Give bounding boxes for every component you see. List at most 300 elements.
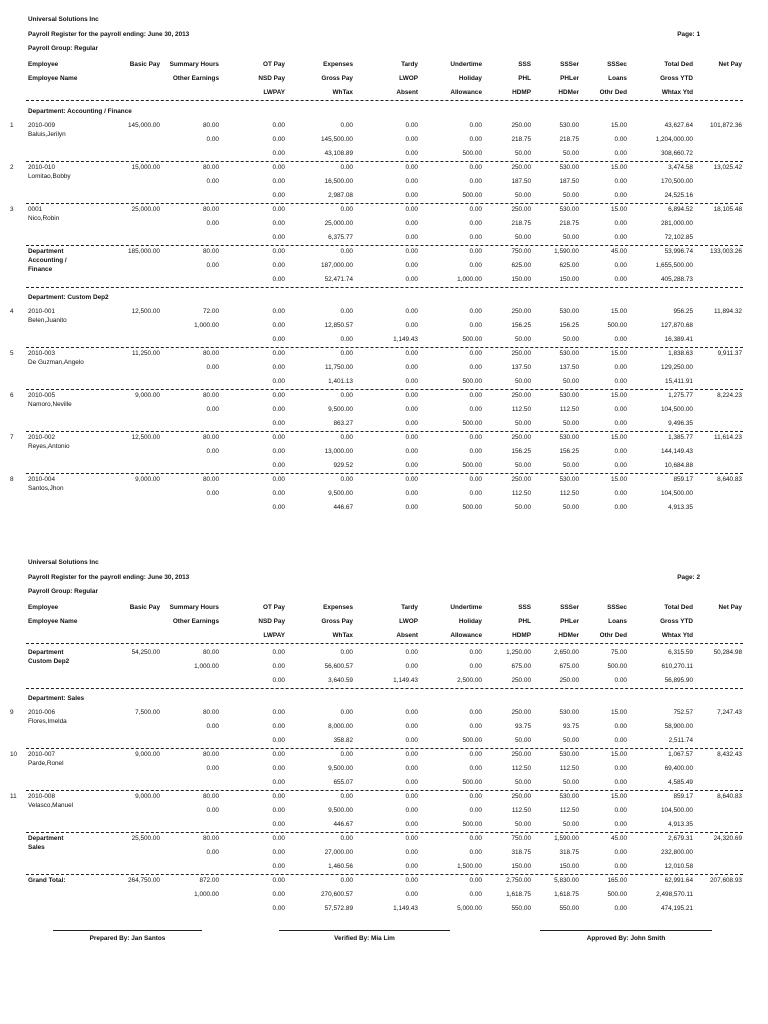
cell-value: 187,000.00: [321, 262, 353, 269]
cell-value: 0.00: [272, 248, 285, 255]
department-heading: Department: Custom Dep2: [28, 294, 109, 301]
cell-value: 80.00: [203, 392, 219, 399]
cell-value: 0.00: [614, 192, 627, 199]
column-header: Employee Name: [28, 75, 78, 82]
cell-value: 52,471.74: [324, 276, 353, 283]
cell-value: 0.00: [272, 779, 285, 786]
cell-value: 50.00: [515, 150, 531, 157]
cell-value: 11,614.23: [714, 434, 742, 441]
column-header: HDMer: [558, 632, 579, 639]
cell-value: 112.50: [511, 490, 531, 497]
row-separator: [26, 287, 743, 288]
cell-value: 80.00: [203, 751, 219, 758]
cell-value: 5,830.00: [554, 877, 579, 884]
cell-value: 0.00: [272, 406, 285, 413]
cell-value: 1,401.13: [328, 378, 353, 385]
cell-value: 80.00: [203, 793, 219, 800]
cell-value: 50.00: [563, 150, 579, 157]
row-number: 5: [10, 350, 14, 357]
cell-value: 530.00: [559, 751, 579, 758]
employee-id: 2010-003: [28, 350, 56, 357]
cell-value: 1,385.77: [668, 434, 693, 441]
basic-pay: 11,250.00: [132, 350, 160, 357]
cell-value: 43,627.64: [664, 122, 693, 129]
cell-value: 0.00: [405, 122, 418, 129]
cell-value: 112.50: [511, 765, 531, 772]
cell-value: 0.00: [405, 649, 418, 656]
cell-value: 9,500.00: [328, 406, 353, 413]
cell-value: 1,500.00: [457, 863, 482, 870]
cell-value: 50.00: [515, 234, 531, 241]
employee-id: 0001: [28, 206, 43, 213]
company-name: Universal Solutions Inc: [28, 16, 99, 23]
column-header: Holiday: [458, 618, 482, 625]
cell-value: 530.00: [559, 793, 579, 800]
cell-value: 2,500.00: [457, 677, 482, 684]
cell-value: 7,247.43: [717, 709, 742, 716]
cell-value: 8,432.43: [717, 751, 742, 758]
cell-value: 0.00: [614, 364, 627, 371]
cell-value: 13,025.42: [713, 164, 742, 171]
cell-value: 3,640.59: [328, 677, 353, 684]
cell-value: 1,655,500.00: [655, 262, 693, 269]
cell-value: 0.00: [405, 849, 418, 856]
cell-value: 0.00: [206, 807, 219, 814]
cell-value: 0.00: [272, 336, 285, 343]
cell-value: 0.00: [272, 164, 285, 171]
cell-value: 50.00: [563, 192, 579, 199]
column-header: Total Ded: [664, 61, 693, 68]
cell-value: 80.00: [203, 206, 219, 213]
department-total-label: Custom Dep2: [28, 658, 70, 665]
cell-value: 0.00: [469, 723, 482, 730]
cell-value: 50.00: [515, 821, 531, 828]
column-header: Loans: [608, 618, 627, 625]
cell-value: 3,474.58: [668, 164, 693, 171]
column-header: Allowance: [450, 632, 482, 639]
cell-value: 1,838.63: [668, 350, 693, 357]
cell-value: 0.00: [340, 164, 353, 171]
cell-value: 6,894.52: [668, 206, 693, 213]
cell-value: 0.00: [405, 835, 418, 842]
cell-value: 0.00: [405, 434, 418, 441]
cell-value: 50.00: [563, 779, 579, 786]
department-total-label: Department: [28, 835, 64, 842]
column-header: Gross YTD: [660, 618, 693, 625]
cell-value: 530.00: [559, 709, 579, 716]
signature-line: [279, 930, 450, 931]
row-separator: [26, 347, 743, 348]
cell-value: 25,000.00: [324, 220, 353, 227]
cell-value: 15.00: [611, 308, 627, 315]
cell-value: 0.00: [340, 248, 353, 255]
cell-value: 56,895.90: [664, 677, 693, 684]
cell-value: 4,913.35: [668, 504, 693, 511]
cell-value: 0.00: [614, 336, 627, 343]
cell-value: 0.00: [272, 849, 285, 856]
cell-value: 0.00: [614, 262, 627, 269]
cell-value: 500.00: [462, 336, 482, 343]
cell-value: 50.00: [563, 504, 579, 511]
cell-value: 112.50: [511, 807, 531, 814]
cell-value: 9,500.00: [328, 807, 353, 814]
row-separator: [26, 874, 743, 875]
cell-value: 72,102.85: [664, 234, 693, 241]
cell-value: 0.00: [340, 751, 353, 758]
cell-value: 530.00: [559, 206, 579, 213]
column-header: HDMP: [512, 632, 531, 639]
cell-value: 0.00: [272, 663, 285, 670]
cell-value: 75.00: [611, 649, 627, 656]
cell-value: 0.00: [405, 378, 418, 385]
employee-id: 2010-007: [28, 751, 56, 758]
cell-value: 250.00: [511, 709, 531, 716]
cell-value: 0.00: [272, 877, 285, 884]
cell-value: 0.00: [614, 765, 627, 772]
cell-value: 500.00: [462, 378, 482, 385]
cell-value: 0.00: [614, 220, 627, 227]
column-header: Net Pay: [718, 61, 742, 68]
cell-value: 0.00: [405, 663, 418, 670]
cell-value: 250.00: [511, 751, 531, 758]
basic-pay: 15,000.00: [131, 164, 160, 171]
column-header: Basic Pay: [129, 604, 160, 611]
cell-value: 8,000.00: [328, 723, 353, 730]
cell-value: 15.00: [611, 164, 627, 171]
cell-value: 1,618.75: [506, 891, 531, 898]
cell-value: 50.00: [515, 504, 531, 511]
cell-value: 0.00: [272, 677, 285, 684]
cell-value: 6,375.77: [328, 234, 353, 241]
cell-value: 0.00: [405, 821, 418, 828]
cell-value: 9,500.00: [328, 765, 353, 772]
column-header: LWOP: [399, 618, 418, 625]
cell-value: 0.00: [340, 392, 353, 399]
cell-value: 0.00: [614, 863, 627, 870]
cell-value: 150.00: [511, 863, 531, 870]
cell-value: 0.00: [405, 793, 418, 800]
cell-value: 0.00: [405, 737, 418, 744]
company-name: Universal Solutions Inc: [28, 559, 99, 566]
cell-value: 218.75: [511, 220, 531, 227]
cell-value: 150.00: [559, 276, 579, 283]
signature-label: Verified By: Mia Lim: [334, 935, 395, 942]
cell-value: 24,320.69: [713, 835, 742, 842]
row-number: 8: [10, 476, 14, 483]
cell-value: 93.75: [563, 723, 579, 730]
cell-value: 250.00: [511, 206, 531, 213]
cell-value: 0.00: [272, 220, 285, 227]
cell-value: 270,600.57: [321, 891, 353, 898]
cell-value: 0.00: [340, 649, 353, 656]
cell-value: 0.00: [405, 709, 418, 716]
cell-value: 80.00: [203, 122, 219, 129]
cell-value: 530.00: [559, 392, 579, 399]
column-header: NSD Pay: [258, 618, 285, 625]
cell-value: 0.00: [206, 406, 219, 413]
row-separator: [26, 832, 743, 833]
cell-value: 0.00: [469, 178, 482, 185]
cell-value: 250.00: [511, 677, 531, 684]
cell-value: 0.00: [469, 476, 482, 483]
column-header: SSSec: [607, 604, 627, 611]
cell-value: 0.00: [206, 220, 219, 227]
cell-value: 8,640.83: [717, 476, 742, 483]
cell-value: 93.75: [515, 723, 531, 730]
cell-value: 0.00: [272, 649, 285, 656]
cell-value: 0.00: [405, 350, 418, 357]
cell-value: 0.00: [614, 448, 627, 455]
cell-value: 8,640.83: [717, 793, 742, 800]
cell-value: 1,149.43: [393, 677, 418, 684]
employee-name: Velasco,Manuel: [28, 802, 74, 809]
cell-value: 57,572.89: [324, 905, 353, 912]
cell-value: 446.67: [333, 504, 353, 511]
cell-value: 308,660.72: [661, 150, 693, 157]
cell-value: 752.57: [673, 709, 693, 716]
employee-id: 2010-005: [28, 392, 56, 399]
cell-value: 218.75: [511, 136, 531, 143]
column-header: Gross YTD: [660, 75, 693, 82]
cell-value: 0.00: [340, 877, 353, 884]
cell-value: 0.00: [405, 462, 418, 469]
column-header: Employee: [28, 604, 59, 611]
cell-value: 50.00: [515, 737, 531, 744]
cell-value: 104,500.00: [661, 490, 693, 497]
cell-value: 0.00: [272, 476, 285, 483]
cell-value: 50.00: [515, 420, 531, 427]
signature-label: Prepared By: Jan Santos: [89, 935, 166, 942]
cell-value: 0.00: [614, 677, 627, 684]
cell-value: 15,411.91: [665, 378, 693, 385]
column-header: LWPAY: [263, 89, 285, 96]
cell-value: 0.00: [469, 663, 482, 670]
cell-value: 1,149.43: [393, 905, 418, 912]
grand-total-label: Grand Total:: [28, 877, 66, 884]
cell-value: 72.00: [203, 308, 219, 315]
cell-value: 0.00: [405, 178, 418, 185]
employee-id: 2010-001: [28, 308, 56, 315]
row-separator: [26, 431, 743, 432]
row-separator: [26, 473, 743, 474]
cell-value: 0.00: [405, 863, 418, 870]
cell-value: 0.00: [469, 122, 482, 129]
cell-value: 15.00: [611, 350, 627, 357]
cell-value: 0.00: [469, 164, 482, 171]
column-header: PHL: [518, 75, 531, 82]
cell-value: 250.00: [511, 350, 531, 357]
basic-pay: 185,000.00: [128, 248, 160, 255]
cell-value: 15.00: [611, 122, 627, 129]
cell-value: 2,750.00: [506, 877, 531, 884]
cell-value: 0.00: [272, 192, 285, 199]
cell-value: 530.00: [559, 476, 579, 483]
column-header: HDMer: [558, 89, 579, 96]
cell-value: 0.00: [469, 350, 482, 357]
cell-value: 112.50: [559, 807, 579, 814]
cell-value: 43,108.89: [324, 150, 353, 157]
column-header: Total Ded: [664, 604, 693, 611]
row-number: 2: [10, 164, 14, 171]
cell-value: 15.00: [611, 793, 627, 800]
cell-value: 0.00: [340, 835, 353, 842]
cell-value: 530.00: [559, 164, 579, 171]
cell-value: 500.00: [462, 150, 482, 157]
column-header: Whtax Ytd: [661, 89, 693, 96]
column-header: PHLer: [560, 75, 579, 82]
cell-value: 0.00: [469, 392, 482, 399]
cell-value: 80.00: [203, 835, 219, 842]
cell-value: 859.17: [673, 476, 693, 483]
cell-value: 530.00: [559, 122, 579, 129]
cell-value: 474,195.21: [661, 905, 693, 912]
cell-value: 675.00: [511, 663, 531, 670]
row-number: 4: [10, 308, 14, 315]
cell-value: 218.75: [559, 136, 579, 143]
cell-value: 358.82: [333, 737, 353, 744]
cell-value: 0.00: [272, 723, 285, 730]
column-header: Tardy: [401, 604, 418, 611]
basic-pay: 9,000.00: [135, 793, 160, 800]
basic-pay: 12,500.00: [131, 308, 160, 315]
cell-value: 104,500.00: [661, 807, 693, 814]
cell-value: 50.00: [563, 378, 579, 385]
cell-value: 0.00: [614, 849, 627, 856]
cell-value: 207,608.93: [710, 877, 742, 884]
cell-value: 0.00: [405, 476, 418, 483]
column-header: Other Earnings: [172, 618, 219, 625]
cell-value: 12,010.58: [664, 863, 693, 870]
cell-value: 0.00: [469, 793, 482, 800]
cell-value: 0.00: [614, 136, 627, 143]
cell-value: 0.00: [272, 364, 285, 371]
cell-value: 4,913.35: [668, 821, 693, 828]
employee-name: Belen,Juanito: [28, 317, 67, 324]
header-separator: [26, 643, 743, 644]
cell-value: 863.27: [333, 420, 353, 427]
cell-value: 0.00: [469, 434, 482, 441]
cell-value: 0.00: [469, 765, 482, 772]
row-number: 7: [10, 434, 14, 441]
basic-pay: 9,000.00: [135, 751, 160, 758]
column-header: Absent: [396, 89, 418, 96]
cell-value: 80.00: [203, 350, 219, 357]
cell-value: 2,498,570.11: [656, 891, 693, 898]
row-number: 10: [10, 751, 18, 758]
cell-value: 610,270.11: [661, 663, 693, 670]
employee-id: 2010-010: [28, 164, 56, 171]
employee-name: Flores,Imelda: [28, 718, 67, 725]
cell-value: 50.00: [563, 737, 579, 744]
column-header: SSSer: [560, 604, 579, 611]
cell-value: 80.00: [203, 164, 219, 171]
cell-value: 127,870.68: [661, 322, 693, 329]
cell-value: 0.00: [469, 322, 482, 329]
cell-value: 0.00: [469, 709, 482, 716]
payroll-group: Payroll Group: Regular: [28, 588, 98, 595]
column-header: Summary Hours: [169, 61, 219, 68]
cell-value: 500.00: [462, 420, 482, 427]
cell-value: 281,000.00: [661, 220, 693, 227]
cell-value: 530.00: [559, 434, 579, 441]
cell-value: 872.00: [199, 877, 219, 884]
cell-value: 929.52: [333, 462, 353, 469]
cell-value: 0.00: [469, 807, 482, 814]
cell-value: 250.00: [511, 308, 531, 315]
cell-value: 0.00: [340, 350, 353, 357]
cell-value: 0.00: [405, 234, 418, 241]
cell-value: 104,500.00: [661, 406, 693, 413]
cell-value: 1,149.43: [393, 336, 418, 343]
cell-value: 0.00: [405, 206, 418, 213]
cell-value: 446.67: [333, 821, 353, 828]
cell-value: 0.00: [469, 308, 482, 315]
cell-value: 9,911.37: [717, 350, 742, 357]
cell-value: 859.17: [673, 793, 693, 800]
cell-value: 500.00: [607, 891, 627, 898]
column-header: Loans: [608, 75, 627, 82]
cell-value: 318.75: [511, 849, 531, 856]
cell-value: 112.50: [559, 765, 579, 772]
cell-value: 2,679.31: [668, 835, 693, 842]
cell-value: 80.00: [203, 649, 219, 656]
employee-name: Namoro,Neville: [28, 401, 72, 408]
cell-value: 0.00: [614, 462, 627, 469]
cell-value: 750.00: [511, 248, 531, 255]
cell-value: 0.00: [206, 765, 219, 772]
cell-value: 0.00: [469, 364, 482, 371]
cell-value: 1,460.56: [328, 863, 353, 870]
department-heading: Department: Sales: [28, 695, 85, 702]
cell-value: 250.00: [511, 164, 531, 171]
cell-value: 11,894.32: [714, 308, 742, 315]
cell-value: 0.00: [272, 765, 285, 772]
cell-value: 0.00: [405, 765, 418, 772]
cell-value: 0.00: [469, 206, 482, 213]
cell-value: 0.00: [405, 779, 418, 786]
cell-value: 0.00: [340, 336, 353, 343]
cell-value: 1,000.00: [457, 276, 482, 283]
cell-value: 0.00: [272, 821, 285, 828]
column-header: Other Earnings: [172, 75, 219, 82]
employee-id: 2010-004: [28, 476, 56, 483]
cell-value: 11,750.00: [325, 364, 353, 371]
cell-value: 0.00: [405, 164, 418, 171]
cell-value: 145,500.00: [321, 136, 353, 143]
cell-value: 1,590.00: [554, 248, 579, 255]
column-header: Employee: [28, 61, 59, 68]
cell-value: 0.00: [614, 420, 627, 427]
cell-value: 0.00: [206, 723, 219, 730]
cell-value: 250.00: [511, 476, 531, 483]
cell-value: 101,872.36: [710, 122, 742, 129]
cell-value: 0.00: [405, 192, 418, 199]
department-total-label: Finance: [28, 266, 53, 273]
cell-value: 0.00: [614, 723, 627, 730]
cell-value: 0.00: [272, 378, 285, 385]
cell-value: 530.00: [559, 350, 579, 357]
cell-value: 0.00: [206, 178, 219, 185]
cell-value: 232,800.00: [661, 849, 693, 856]
cell-value: 156.25: [511, 448, 531, 455]
cell-value: 0.00: [614, 490, 627, 497]
row-number: 11: [10, 793, 17, 800]
cell-value: 0.00: [469, 136, 482, 143]
cell-value: 530.00: [559, 308, 579, 315]
cell-value: 9,496.35: [668, 420, 693, 427]
cell-value: 0.00: [469, 248, 482, 255]
cell-value: 137.50: [511, 364, 531, 371]
